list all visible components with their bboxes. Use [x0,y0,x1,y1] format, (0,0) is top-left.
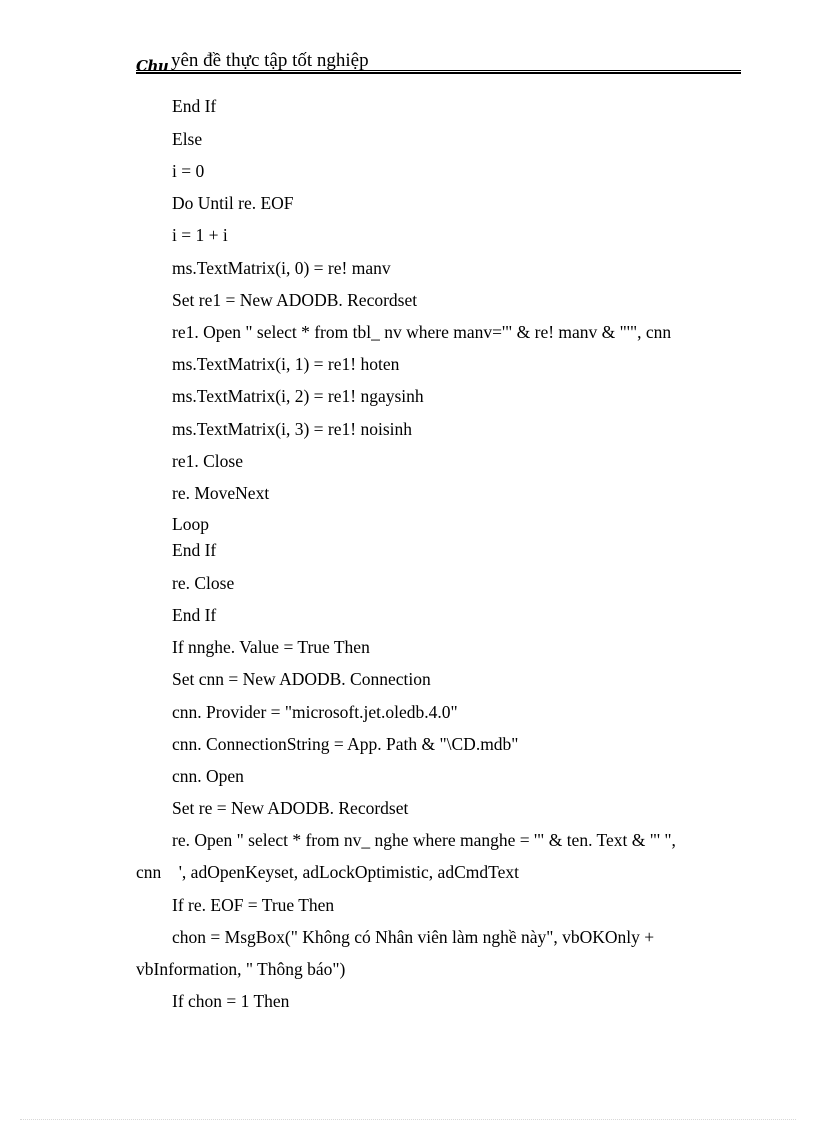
header-logo: Chu [136,57,169,75]
code-line: Do Until re. EOF [172,193,294,213]
page-footer-border [20,1119,796,1120]
code-line: re1. Open " select * from tbl_ nv where manv='" & re! manv & "'", cnn [172,322,672,342]
header-title: yên đề thực tập tốt nghiệp [171,50,369,71]
page-header [136,48,741,74]
code-line: cnn. Provider = "microsoft.jet.oledb.4.0" [172,702,458,722]
code-line: cnn. ConnectionString = App. Path & "\CD.mdb" [172,734,519,754]
code-line: i = 0 [172,161,205,181]
code-line: ms.TextMatrix(i, 1) = re1! hoten [172,354,400,374]
code-line: re. MoveNext [172,483,270,503]
code-line: Set cnn = New ADODB. Connection [172,669,431,689]
code-line: cnn. Open [172,766,244,786]
code-line: Loop [172,514,209,534]
code-line: i = 1 + i [172,225,228,245]
code-line: re1. Close [172,451,243,471]
header-rule-thick [136,72,741,74]
code-line: Set re = New ADODB. Recordset [172,798,409,818]
code-line: ms.TextMatrix(i, 3) = re1! noisinh [172,419,412,439]
header-rule-thin [136,70,741,71]
code-line: Set re1 = New ADODB. Recordset [172,290,418,310]
code-line: chon = MsgBox(" Không có Nhân viên làm nghề này", vbOKOnly + [172,927,655,947]
code-line: If chon = 1 Then [172,991,290,1011]
code-line: ms.TextMatrix(i, 2) = re1! ngaysinh [172,386,424,406]
code-line: If nnghe. Value = True Then [172,637,370,657]
code-line: vbInformation, " Thông báo") [136,959,346,979]
code-line: ms.TextMatrix(i, 0) = re! manv [172,258,391,278]
code-line: cnn ', adOpenKeyset, adLockOptimistic, adCmdText [136,862,519,882]
code-line: End If [172,540,217,560]
code-line: End If [172,96,217,116]
code-line: re. Close [172,573,235,593]
code-line: If re. EOF = True Then [172,895,335,915]
code-line: End If [172,605,217,625]
code-line: Else [172,129,203,149]
code-line: re. Open " select * from nv_ nghe where manghe = '" & ten. Text & "' ", [172,830,676,850]
